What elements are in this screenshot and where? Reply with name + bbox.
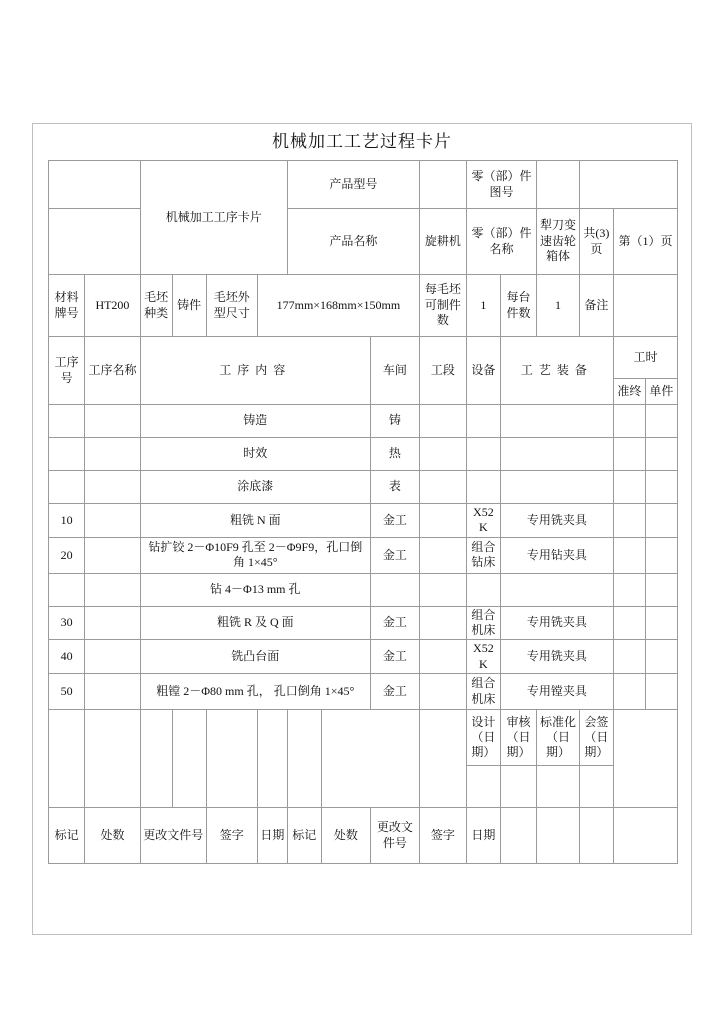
product-model-label: 产品型号 (287, 161, 419, 209)
process-row-seq-name (85, 504, 140, 538)
page-title: 机械加工工艺过程卡片 (272, 132, 452, 151)
process-row-section (419, 573, 466, 606)
blank-size-value: 177mm×168mm×150mm (257, 275, 419, 337)
col-header-man-hours: 工时 (613, 337, 677, 379)
approval-blank-6 (257, 710, 287, 808)
process-row-per-piece (645, 606, 677, 640)
process-row-section (419, 606, 466, 640)
process-row (49, 504, 678, 538)
current-page: 第（1）页 (613, 209, 677, 275)
process-row-workshop: 金工 (370, 504, 419, 538)
revision-mark-2: 标记 (287, 808, 321, 864)
process-row-content: 铸造 (140, 405, 370, 438)
col-header-section: 工段 (419, 337, 466, 405)
process-row-seq-no: 20 (49, 537, 85, 573)
process-row-per-piece (645, 504, 677, 538)
process-row (49, 573, 678, 606)
process-row-seq-name (85, 573, 140, 606)
process-row-seq-name (85, 405, 140, 438)
process-row (49, 606, 678, 640)
approval-review-value[interactable] (500, 766, 536, 808)
process-row-setup (613, 573, 645, 606)
revision-count-1: 处数 (85, 808, 140, 864)
header-blank-left-2 (49, 209, 141, 275)
process-row-tooling: 专用铣夹具 (500, 606, 613, 640)
approval-review-label: 审核（日期） (500, 710, 536, 766)
process-row-tooling (500, 405, 613, 438)
process-row-workshop: 表 (370, 471, 419, 504)
process-row-equipment (466, 573, 500, 606)
process-row-section (419, 438, 466, 471)
col-header-content: 工序内容 (140, 337, 370, 405)
blank-type-label: 毛坯种类 (140, 275, 172, 337)
approval-design-value[interactable] (466, 766, 500, 808)
process-row-workshop: 金工 (370, 606, 419, 640)
col-header-per-piece: 单件 (645, 379, 677, 405)
process-row (49, 537, 678, 573)
revision-doc-no-2: 更改文件号 (370, 808, 419, 864)
process-row-per-piece (645, 405, 677, 438)
process-row-setup (613, 471, 645, 504)
process-row (49, 438, 678, 471)
process-row-seq-no: 10 (49, 504, 85, 538)
process-row-equipment: X52K (466, 640, 500, 674)
process-row-seq-no (49, 573, 85, 606)
material-grade-label: 材料牌号 (49, 275, 85, 337)
process-row-tooling (500, 438, 613, 471)
process-row-content: 钻 4－Φ13 mm 孔 (140, 573, 370, 606)
revision-blank-4 (613, 808, 677, 864)
process-row-setup (613, 606, 645, 640)
process-row-setup (613, 438, 645, 471)
process-row-content: 时效 (140, 438, 370, 471)
part-name-value: 犁刀变速齿轮箱体 (537, 209, 580, 275)
part-drawing-no-label: 零（部）件图号 (466, 161, 536, 209)
blank-type-value: 铸件 (172, 275, 206, 337)
process-row-seq-no: 40 (49, 640, 85, 674)
process-row-equipment: X52K (466, 504, 500, 538)
approval-blank-8 (321, 710, 419, 808)
product-name-value: 旋耕机 (419, 209, 466, 275)
revision-doc-no-1: 更改文件号 (140, 808, 206, 864)
revision-blank-2 (537, 808, 580, 864)
process-row-setup (613, 674, 645, 710)
approval-blank-9 (419, 710, 466, 808)
process-row-seq-name (85, 606, 140, 640)
revision-sign-2: 签字 (419, 808, 466, 864)
process-row-workshop: 热 (370, 438, 419, 471)
process-row-setup (613, 537, 645, 573)
parts-per-blank-label: 每毛坯可制件数 (419, 275, 466, 337)
process-row-per-piece (645, 640, 677, 674)
process-row-workshop (370, 573, 419, 606)
process-row-content: 涂底漆 (140, 471, 370, 504)
process-row-setup (613, 405, 645, 438)
approval-standardization-label: 标准化（日期） (537, 710, 580, 766)
approval-blank-7 (287, 710, 321, 808)
process-row-seq-name (85, 471, 140, 504)
process-row-content: 铣凸台面 (140, 640, 370, 674)
process-row-seq-name (85, 438, 140, 471)
process-row-tooling (500, 471, 613, 504)
revision-blank-1 (500, 808, 536, 864)
process-card-table (48, 160, 678, 864)
process-row-equipment: 组合机床 (466, 606, 500, 640)
process-row-section (419, 537, 466, 573)
blank-size-label: 毛坯外型尺寸 (206, 275, 257, 337)
approval-countersign-value[interactable] (579, 766, 613, 808)
process-row-seq-no (49, 471, 85, 504)
process-row-seq-no (49, 405, 85, 438)
revision-mark-1: 标记 (49, 808, 85, 864)
col-header-tooling: 工艺装备 (500, 337, 613, 405)
process-row (49, 640, 678, 674)
total-pages: 共(3)页 (579, 209, 613, 275)
material-grade-value: HT200 (85, 275, 140, 337)
remark-value (613, 275, 677, 337)
process-row-equipment (466, 438, 500, 471)
approval-blank-5 (206, 710, 257, 808)
col-header-seq-no: 工序号 (49, 337, 85, 405)
process-row-workshop: 金工 (370, 537, 419, 573)
approval-countersign-label: 会签（日期） (579, 710, 613, 766)
header-blank-left (49, 161, 141, 209)
parts-per-unit-label: 每台件数 (500, 275, 536, 337)
process-row-workshop: 金工 (370, 640, 419, 674)
process-row-tooling: 专用铣夹具 (500, 504, 613, 538)
process-row-seq-no (49, 438, 85, 471)
approval-design-label: 设计（日期） (466, 710, 500, 766)
process-row-seq-name (85, 537, 140, 573)
approval-standardization-value[interactable] (537, 766, 580, 808)
process-row-content: 粗铣 R 及 Q 面 (140, 606, 370, 640)
process-row-setup (613, 640, 645, 674)
process-row-equipment: 组合机床 (466, 674, 500, 710)
process-row-equipment (466, 405, 500, 438)
revision-count-2: 处数 (321, 808, 370, 864)
process-row-per-piece (645, 471, 677, 504)
process-row-tooling: 专用镗夹具 (500, 674, 613, 710)
parts-per-blank-value: 1 (466, 275, 500, 337)
process-row-section (419, 471, 466, 504)
revision-blank-3 (579, 808, 613, 864)
approval-blank-10 (613, 710, 677, 808)
process-row (49, 405, 678, 438)
revision-date-1: 日期 (257, 808, 287, 864)
process-row-per-piece (645, 674, 677, 710)
process-row (49, 471, 678, 504)
process-row-equipment: 组合钻床 (466, 537, 500, 573)
remark-label: 备注 (579, 275, 613, 337)
process-row-setup (613, 504, 645, 538)
process-row-tooling: 专用钻夹具 (500, 537, 613, 573)
process-row-section (419, 405, 466, 438)
product-name-label: 产品名称 (287, 209, 419, 275)
process-row-content: 粗镗 2－Φ80 mm 孔， 孔口倒角 1×45° (140, 674, 370, 710)
col-header-workshop: 车间 (370, 337, 419, 405)
process-row-tooling (500, 573, 613, 606)
approval-blank-3 (140, 710, 172, 808)
process-row-seq-name (85, 674, 140, 710)
process-row-seq-no: 50 (49, 674, 85, 710)
process-row-workshop: 铸 (370, 405, 419, 438)
process-row-section (419, 504, 466, 538)
process-row-per-piece (645, 537, 677, 573)
document-page (32, 123, 692, 935)
process-row-tooling: 专用铣夹具 (500, 640, 613, 674)
revision-sign-1: 签字 (206, 808, 257, 864)
col-header-equipment: 设备 (466, 337, 500, 405)
process-row-content: 钻扩铰 2－Φ10F9 孔至 2－Φ9F9，孔口倒角 1×45° (140, 537, 370, 573)
approval-blank-4 (172, 710, 206, 808)
part-drawing-no-value (537, 161, 580, 209)
process-row-per-piece (645, 438, 677, 471)
process-row-content: 粗铣 N 面 (140, 504, 370, 538)
process-row-equipment (466, 471, 500, 504)
col-header-seq-name: 工序名称 (85, 337, 140, 405)
product-model-value (419, 161, 466, 209)
approval-blank-2 (85, 710, 140, 808)
process-row-seq-no: 30 (49, 606, 85, 640)
card-name-cell: 机械加工工序卡片 (140, 161, 287, 275)
parts-per-unit-value: 1 (537, 275, 580, 337)
process-row-section (419, 640, 466, 674)
process-row-per-piece (645, 573, 677, 606)
part-name-label: 零（部）件名称 (466, 209, 536, 275)
process-row (49, 674, 678, 710)
col-header-setup: 准终 (613, 379, 645, 405)
header-blank-right (579, 161, 677, 209)
approval-blank-1 (49, 710, 85, 808)
process-row-section (419, 674, 466, 710)
process-row-seq-name (85, 640, 140, 674)
revision-date-2: 日期 (466, 808, 500, 864)
process-row-workshop: 金工 (370, 674, 419, 710)
